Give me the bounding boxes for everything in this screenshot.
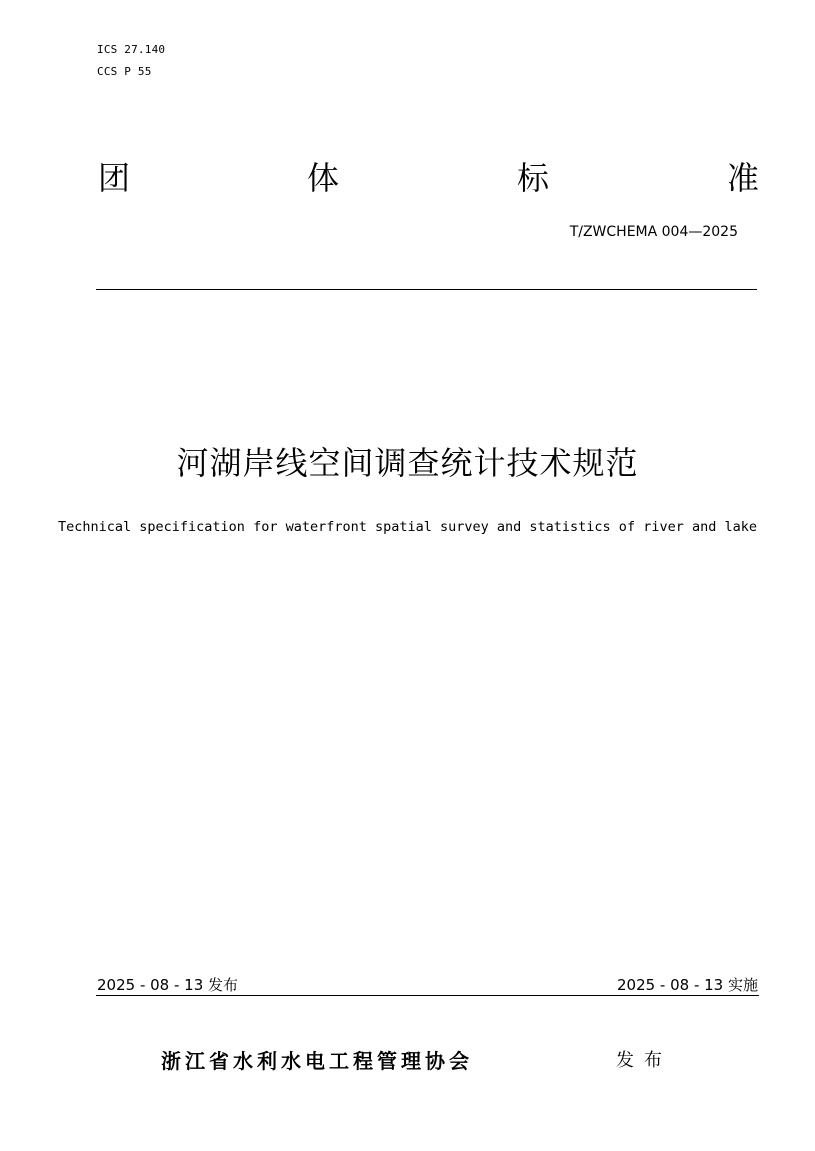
issuing-organization: 浙江省水利水电工程管理协会 — [161, 1049, 473, 1073]
standard-number: T/ZWCHEMA 004—2025 — [569, 224, 738, 240]
doc-type-char-1: 团 — [98, 159, 131, 197]
doc-type-char-2: 体 — [307, 159, 340, 197]
doc-type-char-3: 标 — [517, 159, 550, 197]
ccs-code: CCS P 55 — [97, 65, 152, 78]
issue-date: 2025 - 08 - 13 发布 — [97, 976, 239, 994]
doc-type-char-4: 准 — [727, 159, 760, 197]
title-chinese: 河湖岸线空间调查统计技术规范 — [176, 444, 639, 482]
header-divider — [96, 289, 757, 290]
date-divider — [96, 995, 759, 996]
publish-label: 发布 — [616, 1050, 672, 1071]
title-english: Technical specification for waterfront spatial survey and statistics of river and lake — [58, 519, 757, 535]
ics-code: ICS 27.140 — [97, 43, 166, 56]
implementation-date: 2025 - 08 - 13 实施 — [616, 976, 758, 994]
